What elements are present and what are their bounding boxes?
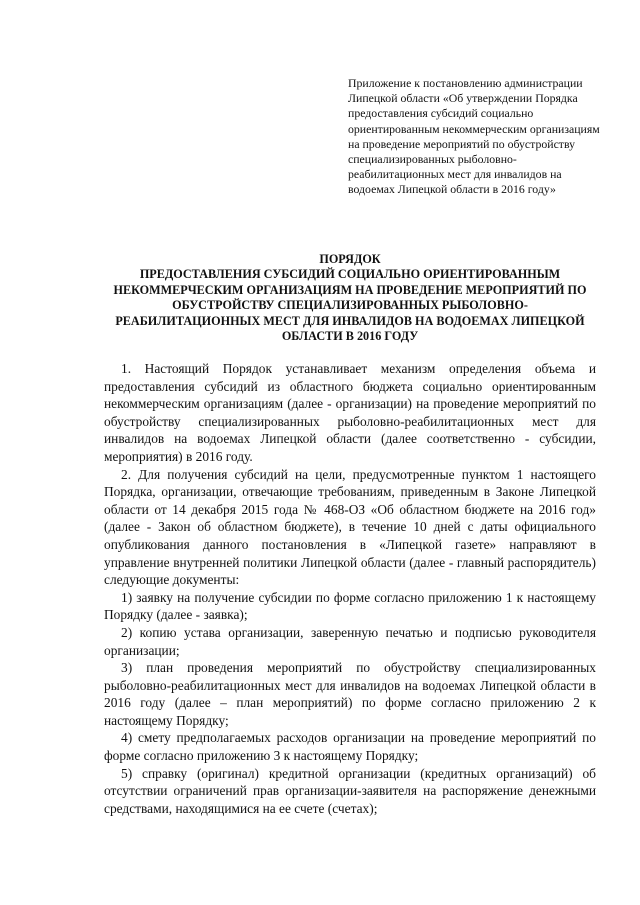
paragraph-1: 1. Настоящий Порядок устанавливает механизм определения объема и предоставления субсидий из областного бюджета социально ориентированным некоммерческим организациям (далее - организации) на проведение мероприятий по обустройству специализированных рыболовно-реабилитационных мест для инвалидов на водоемах Липецкой области (далее соответственно - субсидии, мероприятия) в 2016 году.: [104, 361, 596, 464]
paragraph-2: 2. Для получения субсидий на цели, предусмотренные пунктом 1 настоящего Порядка, организации, отвечающие требованиям, приведенным в Законе Липецкой области от 14 декабря 2015 года № 468-ОЗ «Об областном бюджете на 2016 год» (далее - Закон об областном бюджете), в течение 10 дней с даты официального опубликования данного постановления в «Липецкой газете» направляют в управление внутренней политики Липецкой области (далее - главный распорядитель) следующие документы:: [104, 466, 596, 588]
document-title-word: ПОРЯДОК: [319, 252, 381, 266]
list-item-1: 1) заявку на получение субсидии по форме согласно приложению 1 к настоящему Порядку (далее - заявка);: [104, 589, 596, 623]
document-title-subtitle: ПРЕДОСТАВЛЕНИЯ СУБСИДИЙ СОЦИАЛЬНО ОРИЕНТИРОВАННЫМ НЕКОММЕРЧЕСКИМ ОРГАНИЗАЦИЯМ НА ПРОВЕДЕНИЕ МЕРОПРИЯТИЙ ПО ОБУСТРОЙСТВУ СПЕЦИАЛИЗИРОВАННЫХ РЫБОЛОВНО-РЕАБИЛИТАЦИОННЫХ МЕСТ ДЛЯ ИНВАЛИДОВ НА ВОДОЕМАХ ЛИПЕЦКОЙ ОБЛАСТИ В 2016 ГОДУ: [113, 267, 587, 344]
list-item-3: 3) план проведения мероприятий по обустройству специализированных рыболовно-реабилитационных мест для инвалидов на водоемах Липецкой области в 2016 году (далее – план мероприятий) по форме согласно приложению 2 к настоящему Порядку;: [104, 660, 596, 728]
appendix-note: Приложение к постановлению администрации Липецкой области «Об утверждении Порядка предоставления субсидий социально ориентированным некоммерческим организациям на проведение мероприятий по обустройству специализированных рыболовно-реабилитационных мест для инвалидов на водоемах Липецкой области в 2016 году»: [348, 76, 600, 197]
list-item-2: 2) копию устава организации, заверенную печатью и подписью руководителя организации;: [104, 624, 596, 658]
document-body: [104, 360, 596, 817]
list-item-4: 4) смету предполагаемых расходов организации на проведение мероприятий по форме согласно приложению 3 к настоящему Порядку;: [104, 730, 596, 764]
document-title: [104, 252, 596, 344]
list-item-5: 5) справку (оригинал) кредитной организации (кредитных организаций) об отсутствии ограничений прав организации-заявителя на распоряжение денежными средствами, находящимися на ее счете (счетах);: [104, 765, 596, 816]
